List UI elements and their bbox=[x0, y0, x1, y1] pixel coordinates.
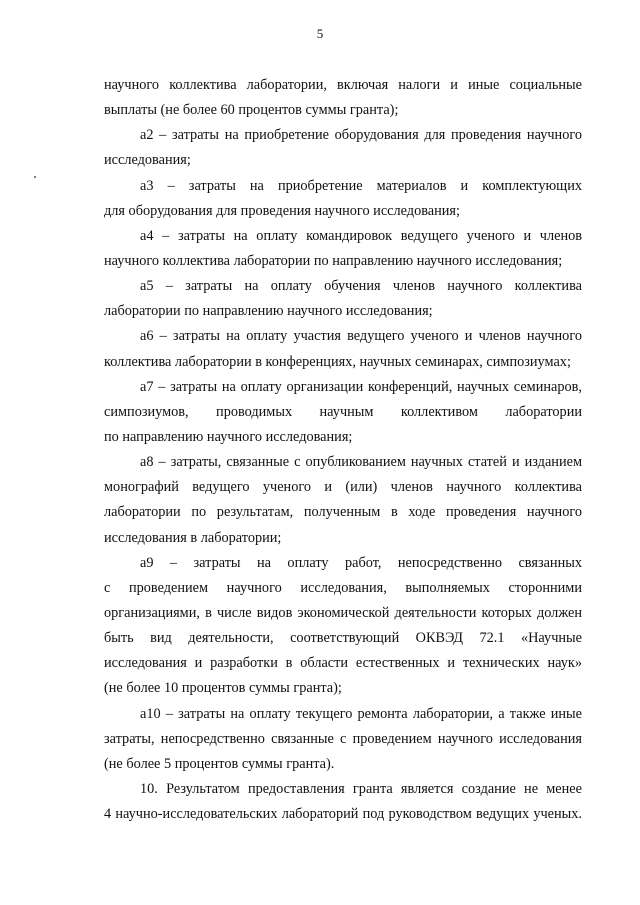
text-line: по направлению научного исследования; bbox=[104, 428, 353, 445]
text-line: а7 – затраты на оплату организации конференций, научных семинаров, bbox=[140, 378, 582, 395]
text-line: а3 – затраты на приобретение материалов и комплектующих bbox=[140, 177, 582, 194]
text-line: (не более 10 процентов суммы гранта); bbox=[104, 680, 342, 697]
text-line: с проведением научного исследования, выполняемых сторонними bbox=[104, 579, 582, 596]
text-line: а5 – затраты на оплату обучения членов научного коллектива bbox=[140, 278, 582, 295]
text-line: а2 – затраты на приобретение оборудования для проведения научного bbox=[140, 127, 582, 144]
text-line: затраты, непосредственно связанные с проведением научного исследования bbox=[104, 730, 582, 747]
text-line: (не более 5 процентов суммы гранта). bbox=[104, 755, 335, 772]
text-line: а8 – затраты, связанные с опубликованием научных статей и изданием bbox=[140, 454, 582, 471]
text-line: исследования и разработки в области естественных и технических наук» bbox=[104, 655, 582, 672]
text-line: быть вид деятельности, соответствующий ОКВЭД 72.1 «Научные bbox=[104, 630, 582, 647]
text-line: 10. Результатом предоставления гранта является создание не менее bbox=[140, 780, 582, 797]
document-body bbox=[104, 73, 582, 827]
text-line: исследования в лаборатории; bbox=[104, 529, 282, 546]
text-line: симпозиумов, проводимых научным коллективом лаборатории bbox=[104, 403, 582, 420]
text-line: организациями, в числе видов экономической деятельности которых должен bbox=[104, 604, 582, 621]
text-line: монографий ведущего ученого и (или) членов научного коллектива bbox=[104, 479, 582, 496]
page-number: 5 bbox=[316, 26, 324, 41]
text-line: 4 научно-исследовательских лабораторий под руководством ведущих ученых. bbox=[104, 806, 582, 823]
text-line: а9 – затраты на оплату работ, непосредственно связанных bbox=[140, 554, 582, 571]
text-line: а10 – затраты на оплату текущего ремонта лаборатории, а также иные bbox=[140, 705, 582, 722]
text-line: коллектива лаборатории в конференциях, научных семинарах, симпозиумах; bbox=[104, 353, 571, 370]
text-line: лаборатории по направлению научного исследования; bbox=[104, 303, 433, 320]
text-line: научного коллектива лаборатории, включая налоги и иные социальные bbox=[104, 77, 582, 93]
text-line: а6 – затраты на оплату участия ведущего ученого и членов научного bbox=[140, 328, 582, 345]
text-line: а4 – затраты на оплату командировок ведущего ученого и членов bbox=[140, 227, 582, 244]
text-line: исследования; bbox=[104, 152, 191, 169]
scan-speck bbox=[34, 176, 36, 178]
text-line: для оборудования для проведения научного исследования; bbox=[104, 202, 460, 219]
text-line: выплаты (не более 60 процентов суммы гранта); bbox=[104, 102, 399, 119]
text-line: научного коллектива лаборатории по направлению научного исследования; bbox=[104, 252, 563, 269]
text-line: лаборатории по результатам, полученным в ходе проведения научного bbox=[104, 504, 582, 521]
